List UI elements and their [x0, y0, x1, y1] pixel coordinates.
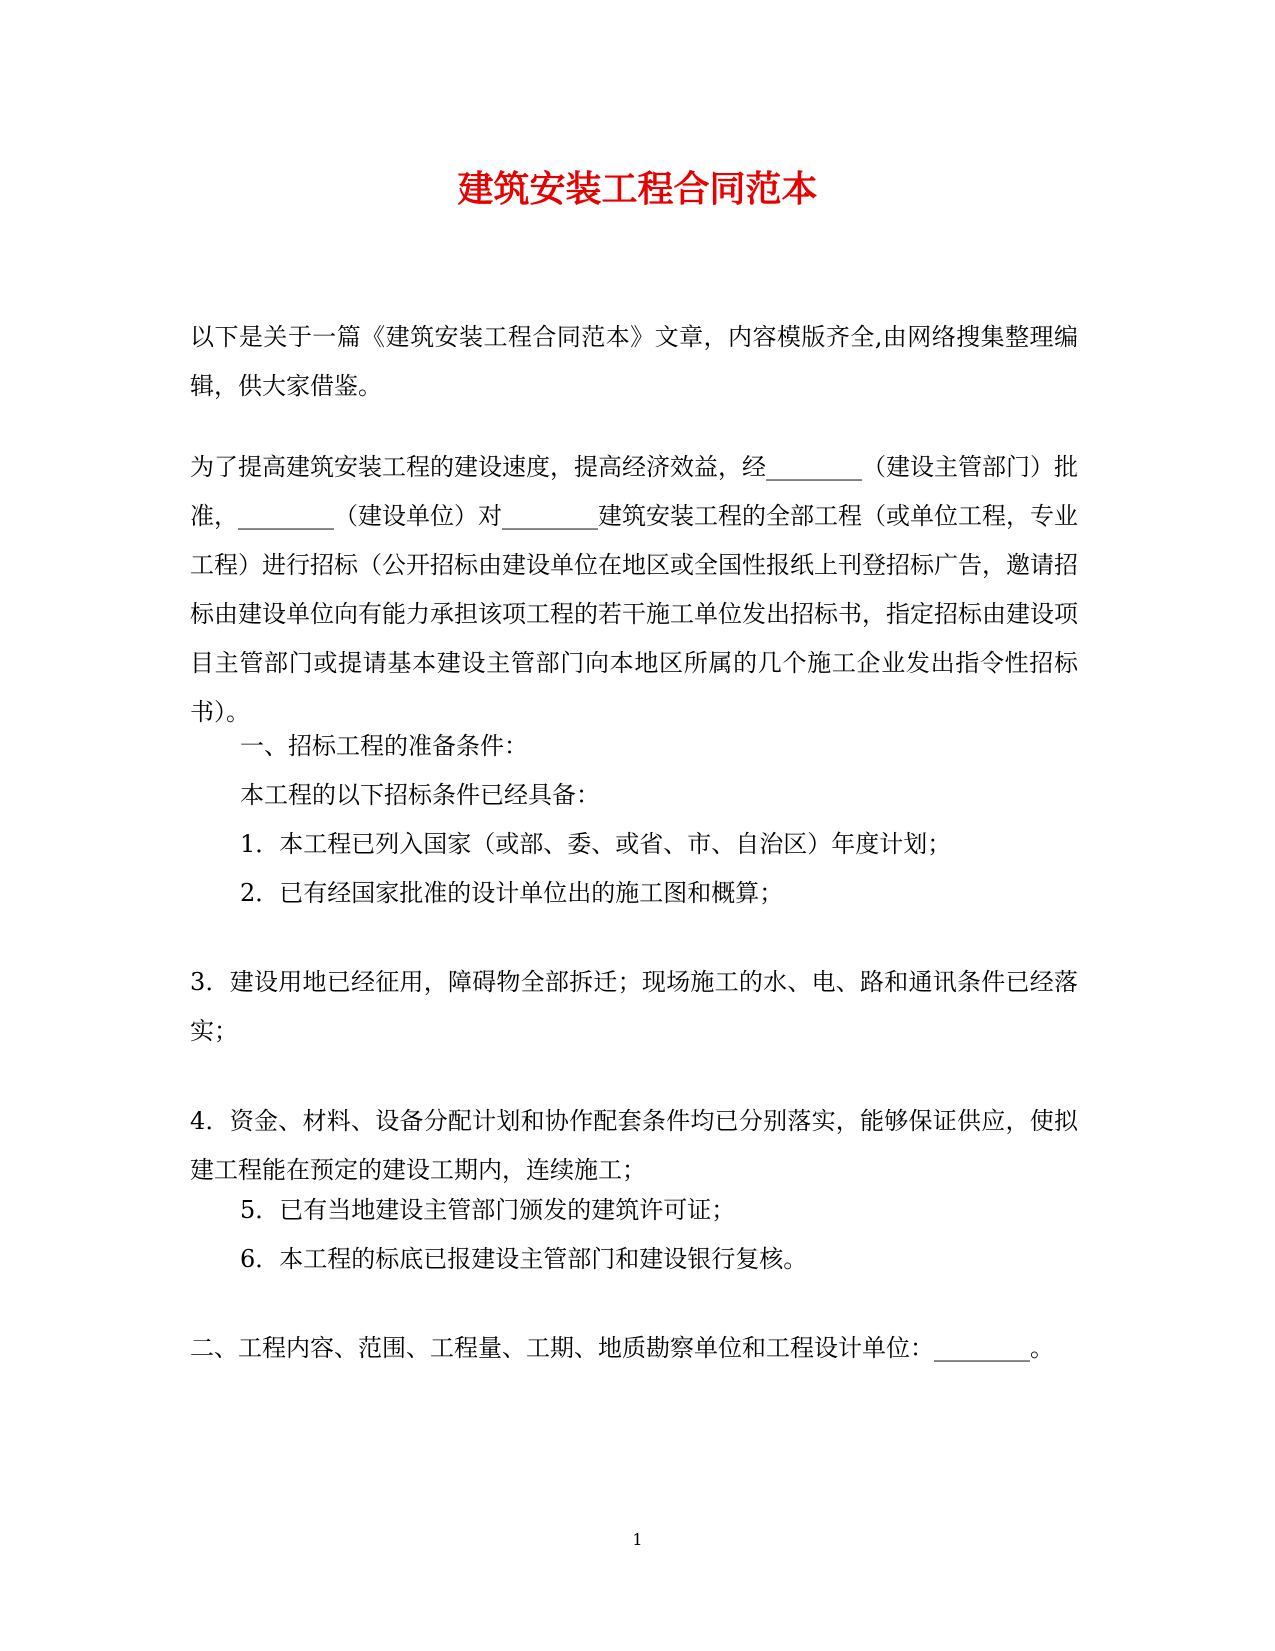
conditions-intro: 本工程的以下招标条件已经具备： [240, 781, 600, 809]
section-heading-2: 二、工程内容、范围、工程量、工期、地质勘察单位和工程设计单位：________。 [190, 1334, 1054, 1362]
condition-item-3: 3．建设用地已经征用，障碍物全部拆迁；现场施工的水、电、路和通讯条件已经落实； [190, 968, 1078, 1045]
section-heading-1: 一、招标工程的准备条件： [240, 732, 528, 760]
page-number: 1 [632, 1530, 643, 1549]
preamble-paragraph: 为了提高建筑安装工程的建设速度，提高经济效益，经________（建设主管部门）批准，________（建设单位）对________建筑安装工程的全部工程（或单位工程，专业工程）进行招标（公开招标由建设单位在地区或全国性报纸上刊登招标广告，邀请招标由建设单位向有能力承担该项工程的若干施工单位发出招标书，指定招标由建设项目主管部门或提请基本建设主管部门向本地区所属的几个施工企业发出指令性招标书）。 [190, 453, 1078, 726]
condition-item-4: 4．资金、材料、设备分配计划和协作配套条件均已分别落实，能够保证供应，使拟建工程能在预定的建设工期内，连续施工； [190, 1107, 1078, 1184]
document-title: 建筑安装工程合同范本 [457, 169, 818, 210]
condition-item-5: 5．已有当地建设主管部门颁发的建筑许可证； [240, 1196, 736, 1224]
condition-item-6: 6．本工程的标底已报建设主管部门和建设银行复核。 [240, 1245, 808, 1273]
condition-item-2: 2．已有经国家批准的设计单位出的施工图和概算； [240, 879, 784, 907]
condition-item-1: 1．本工程已列入国家（或部、委、或省、市、自治区）年度计划； [240, 830, 952, 858]
intro-paragraph: 以下是关于一篇《建筑安装工程合同范本》文章，内容模版齐全,由网络搜集整理编辑，供大家借鉴。 [190, 323, 1078, 400]
